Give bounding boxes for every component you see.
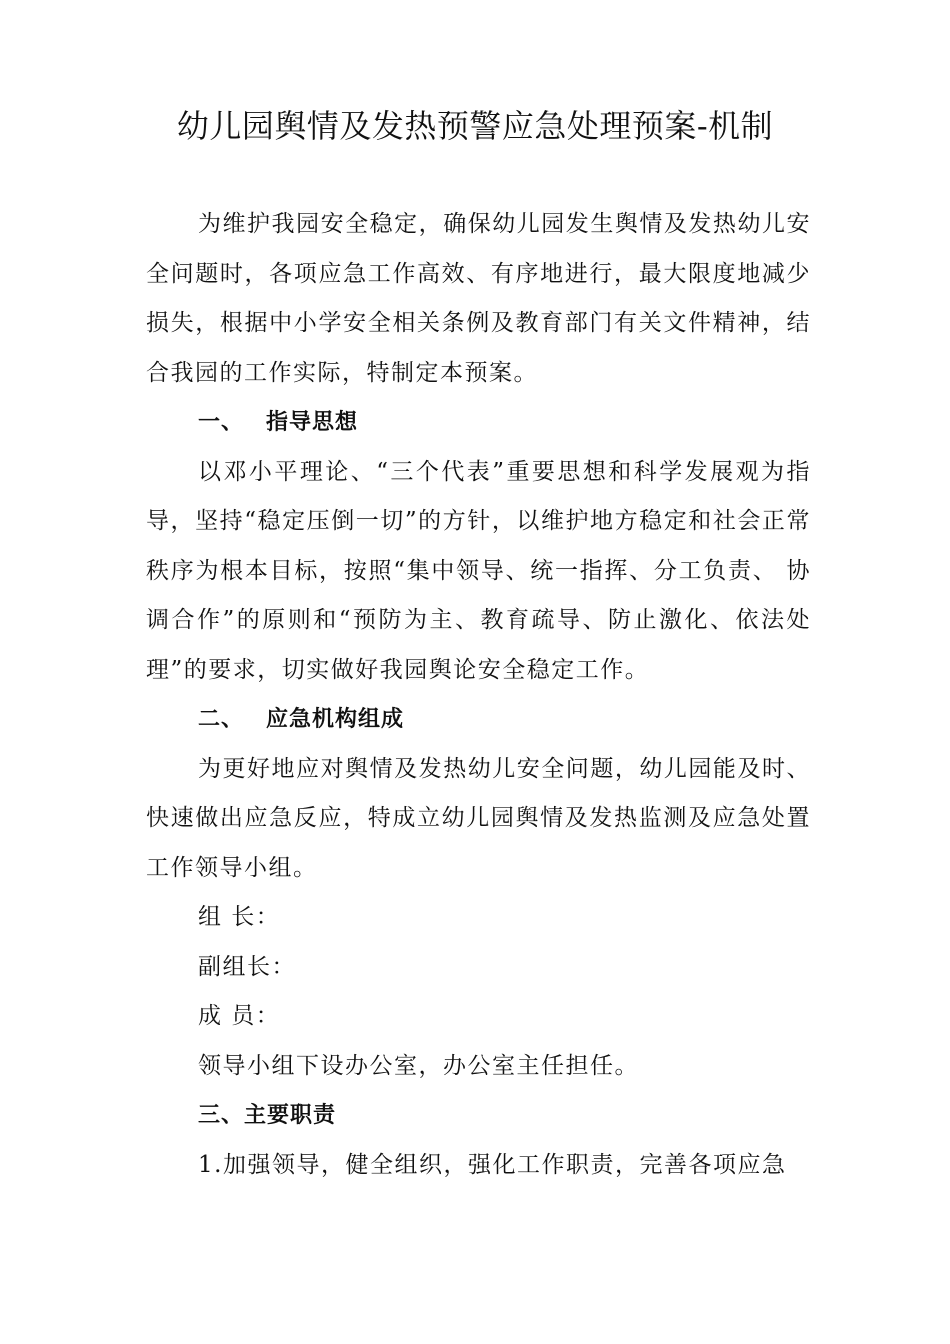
section-1-paragraph: 以邓小平理论、“三个代表”重要思想和科学发展观为指导，坚持“稳定压倒一切”的方针，以维护地方稳定和社会正常秩序为根本目标，按照“集中领导、统一指挥、分工负责、 协调合作”的原则和“预防为主、教育疏导、防止激化、依法处理”的要求，切实做好我园舆论安全稳定工作。	[146, 458, 811, 683]
deputy-leader-line: 副组长：	[198, 953, 296, 980]
leader-line: 组 长：	[198, 904, 281, 930]
section-1-number: 一、	[198, 410, 245, 435]
section-3-item-1: 1.加强领导，健全组织，强化工作职责，完善各项应急	[198, 1151, 787, 1178]
section-2-heading	[146, 695, 811, 745]
document-body	[146, 200, 811, 1190]
section-3-title: 主要职责	[244, 1103, 337, 1128]
section-1-heading	[146, 398, 811, 448]
section-3-heading	[146, 1091, 811, 1141]
section-1-title: 指导思想	[266, 410, 359, 435]
members-line: 成 员：	[198, 1003, 281, 1029]
section-2-paragraph: 为更好地应对舆情及发热幼儿安全问题，幼儿园能及时、快速做出应急反应，特成立幼儿园舆情及发热监测及应急处置工作领导小组。	[146, 755, 811, 881]
section-2-number: 二、	[198, 707, 245, 732]
section-2-title: 应急机构组成	[266, 707, 405, 732]
section-3-number: 三、	[198, 1103, 245, 1128]
intro-paragraph: 为维护我园安全稳定，确保幼儿园发生舆情及发热幼儿安全问题时，各项应急工作高效、有序地进行，最大限度地减少损失，根据中小学安全相关条例及教育部门有关文件精神，结合我园的工作实际，特制定本预案。	[146, 211, 811, 386]
office-line: 领导小组下设办公室，办公室主任担任。	[198, 1052, 639, 1079]
document-title: 幼儿园舆情及发热预警应急处理预案-机制	[176, 107, 774, 145]
